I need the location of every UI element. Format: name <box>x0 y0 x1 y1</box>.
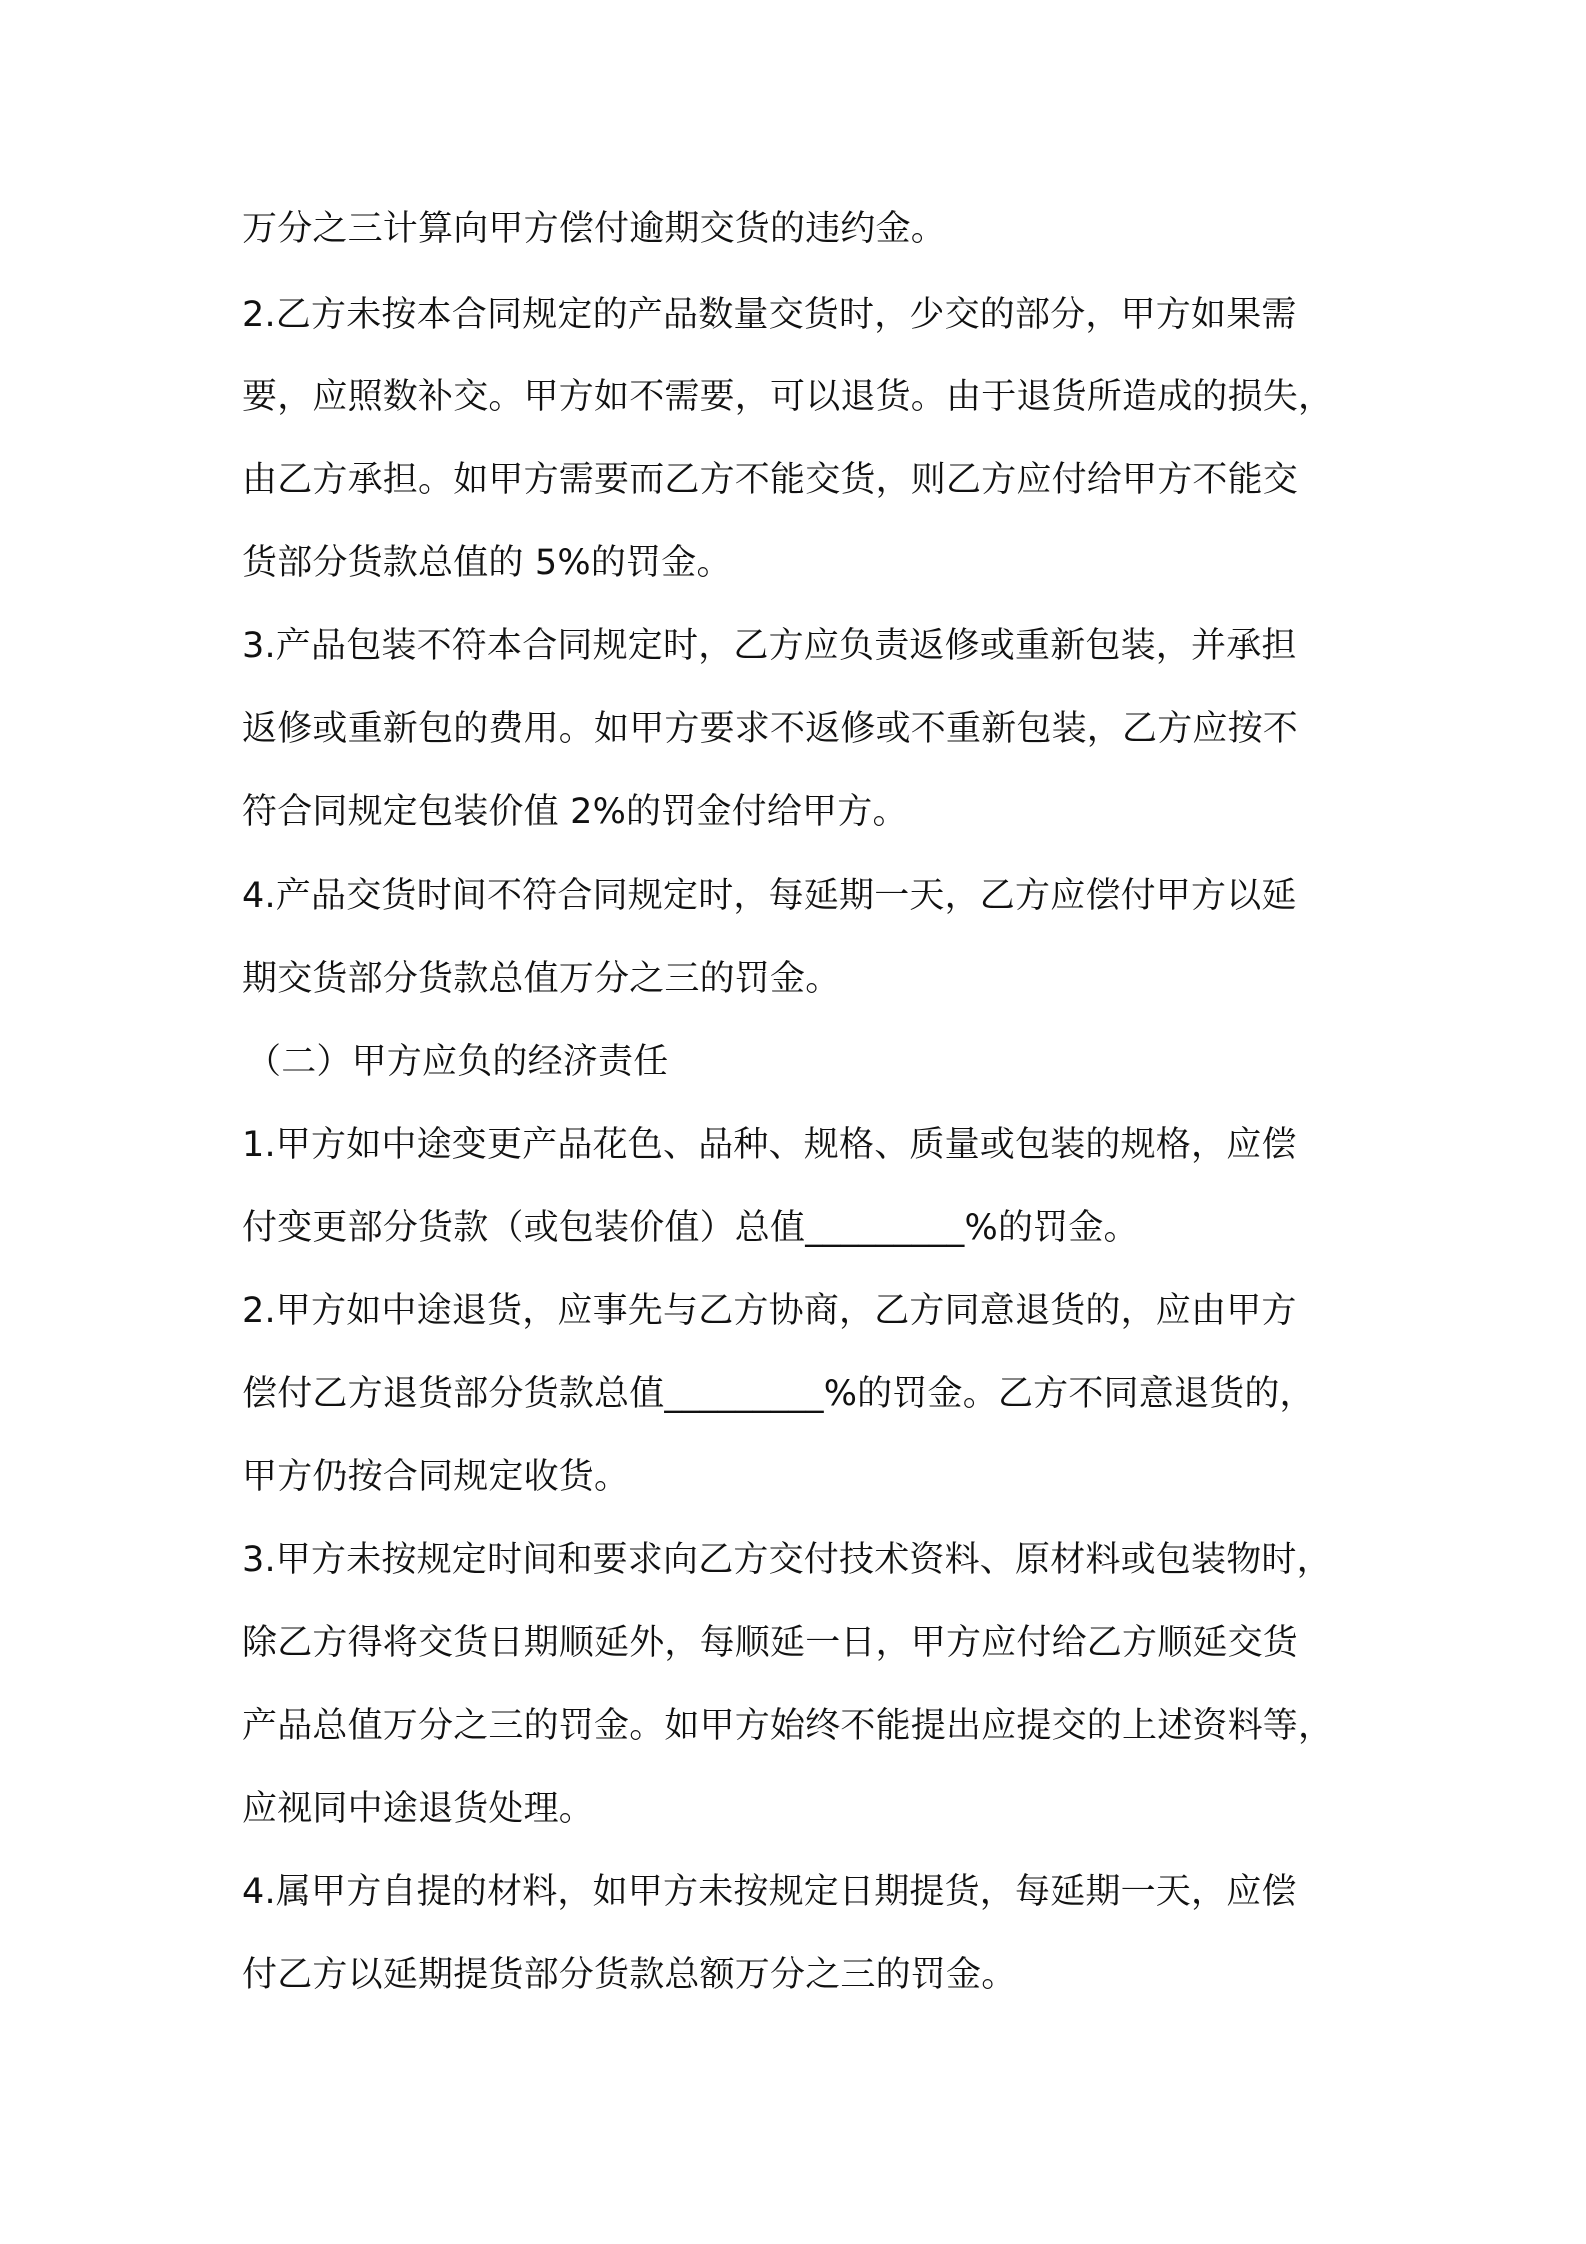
text-line: 1.甲方如中途变更产品花色、品种、规格、质量或包装的规格，应偿 <box>242 1125 1297 1165</box>
text-line: 3.甲方未按规定时间和要求向乙方交付技术资料、原材料或包装物时， <box>242 1540 1332 1580</box>
text-line: 除乙方得将交货日期顺延外，每顺延一日，甲方应付给乙方顺延交货 <box>242 1623 1299 1663</box>
text-line: 偿付乙方退货部分货款总值_________%的罚金。乙方不同意退货的， <box>242 1374 1315 1414</box>
text-line: 货部分货款总值的 5%的罚金。 <box>242 543 732 583</box>
text-line: 4.产品交货时间不符合同规定时，每延期一天，乙方应偿付甲方以延 <box>242 876 1297 916</box>
text-line: 符合同规定包装价值 2%的罚金付给甲方。 <box>242 792 908 832</box>
text-line: 要，应照数补交。甲方如不需要，可以退货。由于退货所造成的损失， <box>242 377 1334 417</box>
text-line: 万分之三计算向甲方偿付逾期交货的违约金。 <box>242 209 947 249</box>
text-line: 由乙方承担。如甲方需要而乙方不能交货，则乙方应付给甲方不能交 <box>242 460 1299 500</box>
text-line: 返修或重新包的费用。如甲方要求不返修或不重新包装，乙方应按不 <box>242 709 1299 749</box>
text-line: 应视同中途退货处理。 <box>242 1789 595 1829</box>
text-line: 2.乙方未按本合同规定的产品数量交货时，少交的部分，甲方如果需 <box>242 295 1297 335</box>
section-heading: （二）甲方应负的经济责任 <box>246 1042 669 1082</box>
text-line: 期交货部分货款总值万分之三的罚金。 <box>242 959 841 999</box>
text-line: 付变更部分货款（或包装价值）总值_________%的罚金。 <box>242 1208 1139 1248</box>
text-line: 产品总值万分之三的罚金。如甲方始终不能提出应提交的上述资料等， <box>242 1706 1334 1746</box>
text-line: 付乙方以延期提货部分货款总额万分之三的罚金。 <box>242 1955 1017 1995</box>
text-line: 3.产品包装不符本合同规定时，乙方应负责返修或重新包装，并承担 <box>242 626 1297 666</box>
text-line: 甲方仍按合同规定收货。 <box>242 1457 630 1497</box>
text-line: 4.属甲方自提的材料，如甲方未按规定日期提货，每延期一天，应偿 <box>242 1872 1297 1912</box>
text-line: 2.甲方如中途退货，应事先与乙方协商，乙方同意退货的，应由甲方 <box>242 1291 1297 1331</box>
